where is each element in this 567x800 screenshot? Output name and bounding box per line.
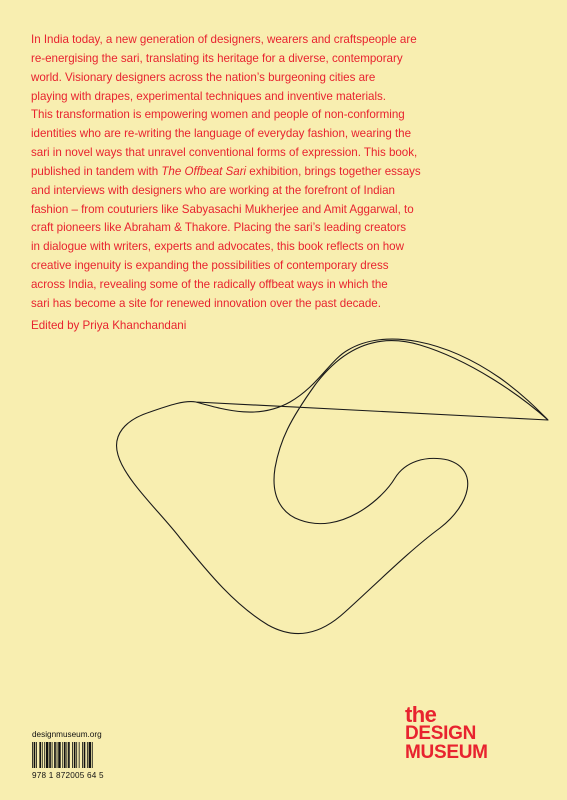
barcode-bar: [87, 742, 88, 768]
blurb-line: re-energising the sari, translating its heritage for a diverse, contemporary: [31, 51, 403, 65]
barcode-bar: [62, 742, 63, 768]
barcode-bar: [36, 742, 37, 768]
blurb-line: This transformation is empowering women and people of non-conforming: [31, 108, 405, 122]
barcode-bar: [68, 742, 70, 768]
barcode-bar: [42, 742, 43, 768]
blurb-line: creative ingenuity is expanding the possibilities of contemporary dress: [31, 259, 389, 273]
blurb-line: sari has become a site for renewed innovation over the past decade.: [31, 296, 381, 310]
exhibition-title: The Offbeat Sari: [161, 164, 247, 178]
barcode-bar: [89, 742, 91, 768]
website-url: designmuseum.org: [32, 730, 102, 739]
isbn-number: 978 1 872005 64 5: [32, 771, 104, 780]
barcode-bar: [34, 742, 36, 768]
barcode-bar: [49, 742, 51, 768]
blurb-line: fashion – from couturiers like Sabyasachi Mukherjee and Amit Aggarwal, to: [31, 202, 414, 216]
barcode-bar: [82, 742, 83, 768]
editor-credit: Edited by Priya Khanchandani: [31, 319, 187, 332]
barcode-bar: [76, 742, 77, 768]
blurb-line: playing with drapes, experimental techniques and inventive materials.: [31, 89, 387, 103]
barcode-bar: [64, 742, 66, 768]
barcode-bar: [72, 742, 73, 768]
blurb-line: across India, revealing some of the radically offbeat ways in which the: [31, 277, 388, 291]
barcode-bar: [74, 742, 76, 768]
barcode-bar: [54, 742, 56, 768]
barcode-bar: [66, 742, 67, 768]
barcode-bar: [32, 742, 33, 768]
blurb-line: In India today, a new generation of designers, wearers and craftspeople are: [31, 33, 417, 46]
barcode-bar: [84, 742, 86, 768]
blurb-fragment: published in tandem with: [31, 164, 162, 178]
barcode-bar: [57, 742, 58, 768]
logo-the: the: [405, 702, 437, 727]
barcode-bar: [44, 742, 45, 768]
barcode-bar: [46, 742, 48, 768]
logo-museum: MUSEUM: [405, 742, 488, 763]
barcode: [31, 742, 123, 768]
blurb-line: in dialogue with writers, experts and advocates, this book reflects on how: [31, 240, 404, 254]
barcode-bar: [92, 742, 93, 768]
blurb-line: and interviews with designers who are working at the forefront of Indian: [31, 183, 395, 197]
blurb-line: identities who are re-writing the language of everyday fashion, wearing the: [31, 127, 412, 141]
barcode-bar: [58, 742, 60, 768]
logo-design: DESIGN: [405, 723, 477, 744]
blurb-fragment: exhibition, brings together essays: [246, 164, 421, 178]
blurb-line: world. Visionary designers across the nation’s burgeoning cities are: [31, 70, 376, 84]
barcode-bar: [79, 742, 80, 768]
blurb-line: craft pioneers like Abraham & Thakore. Placing the sari’s leading creators: [31, 221, 407, 235]
barcode-bar: [52, 742, 53, 768]
design-museum-logo: [405, 702, 488, 763]
barcode-bar: [39, 742, 41, 768]
blurb-line: sari in novel ways that unravel conventional forms of expression. This book,: [31, 146, 418, 160]
